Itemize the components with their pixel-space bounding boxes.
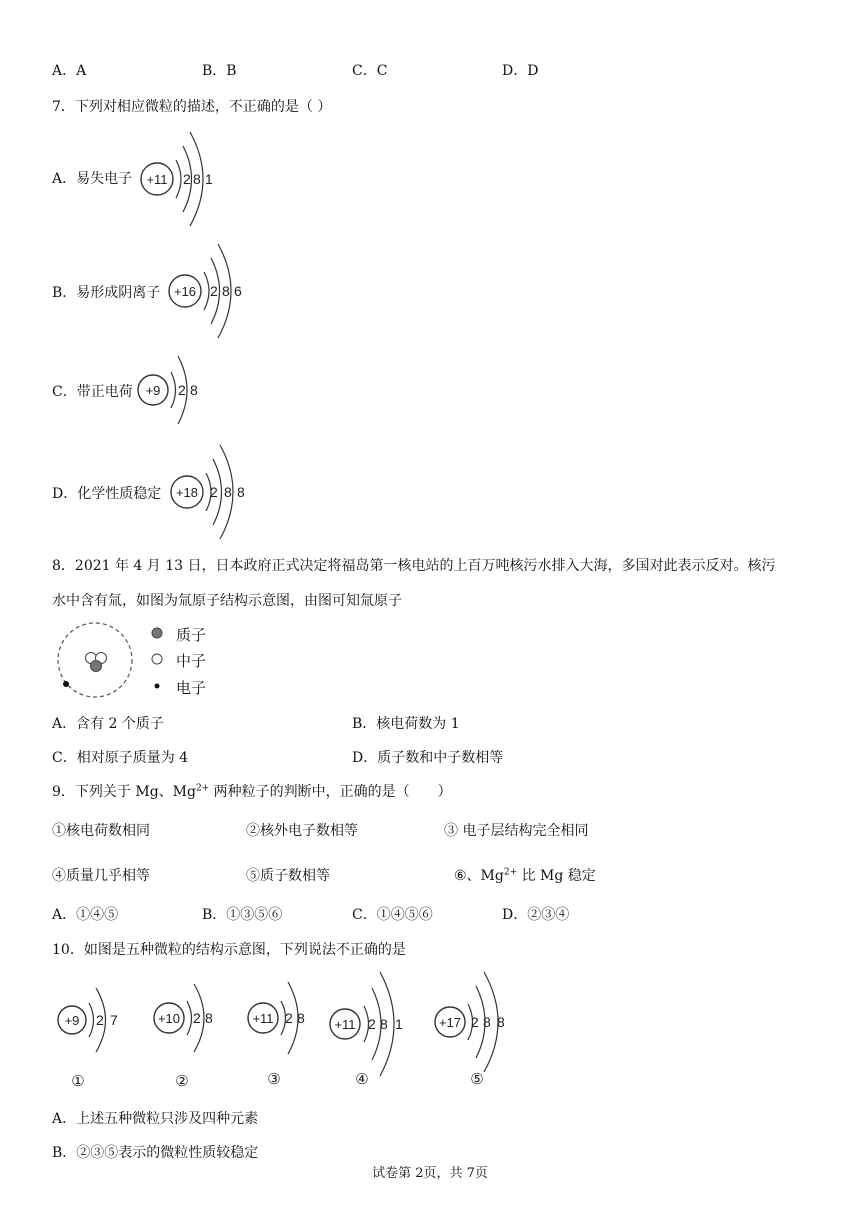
electron-shell-arc (89, 1003, 94, 1037)
particle-diagram-3 (248, 982, 305, 1088)
q10-option-b: B．②③⑤表示的微粒性质较稳定 (52, 1145, 259, 1161)
q10-option-a: A．上述五种微粒只涉及四种元素 (52, 1111, 259, 1127)
q8-stem-line1: 8．2021 年 4 月 13 日，日本政府正式决定将福岛第一核电站的上百万吨核污水排入大海，多国对此表示反对。核污 (52, 558, 776, 574)
q7-option-b-label: B．易形成阴离子 (52, 285, 161, 301)
q9-statement-6-sup: 2+ (503, 867, 518, 878)
proton-legend-label: 质子 (176, 626, 207, 644)
q9-stem-post: 两种粒子的判断中，正确的是（ ） (209, 784, 452, 800)
particle-diagram-5 (435, 972, 505, 1088)
q7-option-c-atom-diagram (136, 350, 206, 430)
particle-caption: ⑤ (470, 1071, 484, 1088)
tritium-atom-diagram (50, 618, 140, 698)
neutron-legend-icon (150, 652, 164, 666)
particle-caption: ④ (355, 1071, 369, 1088)
shell-electrons: 2 (471, 1014, 479, 1030)
shell-electrons: 2 (193, 1010, 201, 1026)
shell-electrons: 8 (237, 484, 245, 500)
q8-option-b: B．核电荷数为 1 (352, 716, 460, 732)
q9-statement-6-pre: ⑥、Mg (454, 868, 504, 884)
q9-statement-2: ②核外电子数相等 (246, 823, 358, 839)
electron-shell-arc (176, 160, 181, 198)
shell-electrons: 8 (483, 1014, 491, 1030)
shell-electrons: 2 (96, 1012, 104, 1028)
shell-electrons: 8 (497, 1014, 505, 1030)
q9-statement-1: ①核电荷数相同 (52, 823, 150, 839)
q10-stem: 10．如图是五种微粒的结构示意图，下列说法不正确的是 (52, 942, 406, 958)
q9-stem (52, 781, 452, 801)
shell-electrons: 8 (222, 283, 230, 299)
electron-shell-arc (187, 1001, 192, 1035)
nucleus-charge: +10 (157, 1011, 181, 1026)
neutron-legend-label: 中子 (176, 652, 207, 670)
nucleus-charge: +11 (252, 1011, 274, 1026)
q9-option-b: B．①③⑤⑥ (202, 907, 283, 923)
q6-option-d: D．D (502, 63, 539, 79)
shell-electrons: 8 (190, 382, 198, 398)
q9-stem-sup: 2+ (195, 783, 210, 794)
particle-diagram-2 (154, 984, 213, 1090)
nucleus-charge: +11 (146, 172, 168, 187)
nucleus-charge: +9 (64, 1013, 80, 1028)
nucleus-charge: +11 (334, 1017, 356, 1032)
particle-diagram-1 (58, 988, 118, 1090)
q6-option-c: C．C (352, 63, 388, 79)
q7-stem: 7．下列对相应微粒的描述，不正确的是（ ） (52, 99, 332, 115)
shell-electrons: 8 (224, 484, 232, 500)
nucleus-charge: +18 (175, 485, 199, 500)
particle-caption: ③ (267, 1071, 281, 1088)
electron-shell-arc (171, 372, 176, 408)
particle-diagram-4 (330, 972, 403, 1088)
particle-caption: ② (175, 1073, 189, 1090)
q9-stem-pre: 9．下列关于 Mg、Mg (52, 784, 196, 800)
q6-option-a: A．A (52, 63, 87, 79)
q9-option-c: C．①④⑤⑥ (352, 907, 433, 923)
q7-option-b-atom-diagram (166, 236, 256, 346)
q10-five-particle-diagrams (52, 970, 532, 1100)
shell-electrons: 8 (193, 171, 201, 187)
q9-option-d: D．②③④ (502, 907, 570, 923)
shell-electrons: 2 (368, 1016, 376, 1032)
shell-electrons: 6 (234, 283, 242, 299)
nucleus-charge: +16 (173, 284, 197, 299)
q9-option-a: A．①④⑤ (52, 907, 119, 923)
page-footer: 试卷第 2页，共 7页 (372, 1166, 488, 1181)
nucleus-charge: +17 (438, 1015, 462, 1030)
nucleus-charge: +9 (145, 383, 161, 398)
electron-legend-label: 电子 (176, 679, 207, 697)
q6-option-b: B．B (202, 63, 237, 79)
q8-option-a: A．含有 2 个质子 (52, 716, 164, 732)
q7-option-d-label: D．化学性质稳定 (52, 486, 162, 502)
q9-statement-6 (454, 865, 596, 885)
electron-legend-icon (150, 679, 164, 693)
shell-electrons: 2 (178, 382, 186, 398)
q8-option-c: C．相对原子质量为 4 (52, 750, 189, 766)
q8-stem-line2: 水中含有氚，如图为氚原子结构示意图，由图可知氚原子 (52, 593, 402, 609)
shell-electrons: 8 (297, 1010, 305, 1026)
particle-caption: ① (71, 1073, 85, 1090)
electron-shell-arc (204, 272, 209, 310)
q7-option-a-label: A．易失电子 (52, 171, 133, 187)
q9-statement-4: ④质量几乎相等 (52, 868, 150, 884)
shell-electrons: 8 (380, 1016, 388, 1032)
shell-electrons: 2 (285, 1010, 293, 1026)
q9-statement-6-post: 比 Mg 稳定 (517, 868, 596, 884)
shell-electrons: 1 (395, 1016, 403, 1032)
shell-electrons: 2 (210, 484, 218, 500)
q7-option-c-label: C．带正电荷 (52, 384, 133, 400)
shell-electrons: 7 (110, 1012, 118, 1028)
proton-particle (91, 661, 102, 672)
q9-statement-5: ⑤质子数相等 (246, 868, 330, 884)
electron-particle (63, 681, 69, 687)
q9-statement-3: ③ 电子层结构完全相同 (444, 823, 589, 839)
proton-legend-icon (150, 626, 164, 640)
shell-electrons: 2 (210, 283, 218, 299)
q7-option-d-atom-diagram (168, 437, 258, 547)
shell-electrons: 1 (205, 171, 213, 187)
shell-electrons: 8 (205, 1010, 213, 1026)
shell-electrons: 2 (183, 171, 191, 187)
q8-option-d: D．质子数和中子数相等 (352, 750, 504, 766)
q7-option-a-atom-diagram (138, 124, 228, 234)
